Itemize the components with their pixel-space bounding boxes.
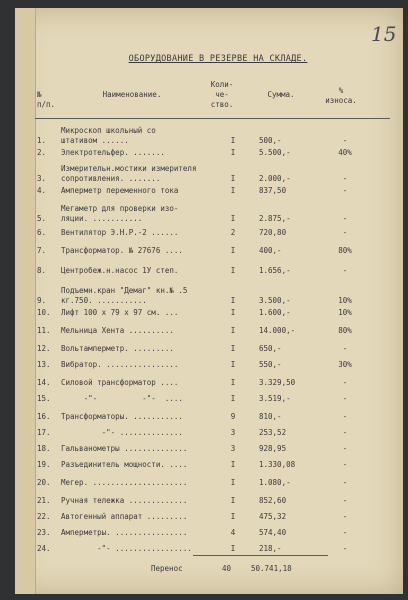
item-sum: 550,- bbox=[259, 360, 282, 369]
item-sum: 810,- bbox=[259, 412, 282, 421]
row-number: 7. bbox=[37, 246, 47, 255]
item-quantity: I bbox=[230, 344, 236, 353]
item-wear: 80% bbox=[338, 246, 352, 255]
row-number: 20. bbox=[37, 478, 51, 487]
item-sum: 2.875,- bbox=[259, 214, 291, 223]
item-wear: - bbox=[342, 136, 348, 145]
header-rule bbox=[35, 118, 390, 119]
item-quantity: I bbox=[230, 478, 236, 487]
row-number: 1. bbox=[37, 136, 47, 145]
item-name: Мельница Хента .......... bbox=[61, 326, 183, 335]
item-name: Микроскоп школьный со bbox=[61, 126, 156, 135]
item-quantity: I bbox=[230, 148, 236, 157]
item-wear: - bbox=[342, 378, 348, 387]
item-quantity: I bbox=[230, 246, 236, 255]
item-name: Ручная тележка ............. bbox=[61, 496, 197, 505]
row-number: 24. bbox=[37, 544, 51, 553]
item-quantity: I bbox=[230, 544, 236, 553]
item-quantity: I bbox=[230, 266, 236, 275]
item-sum: 400,- bbox=[259, 246, 282, 255]
binding-strip bbox=[15, 8, 36, 594]
item-wear: - bbox=[342, 412, 348, 421]
item-wear: - bbox=[342, 496, 348, 505]
item-sum: 837,50 bbox=[259, 186, 287, 195]
item-name: Трансформаторы. ........... bbox=[61, 412, 192, 421]
item-wear: 80% bbox=[338, 326, 352, 335]
item-name: Амперметры. ................ bbox=[61, 528, 197, 537]
item-wear: - bbox=[342, 444, 348, 453]
item-name: кг.750. ........... bbox=[61, 296, 156, 305]
row-number: 12. bbox=[37, 344, 51, 353]
item-name: Электротельфер. ....... bbox=[61, 148, 174, 157]
item-sum: 218,- bbox=[259, 544, 282, 553]
item-sum: 650,- bbox=[259, 344, 282, 353]
item-wear: - bbox=[342, 460, 348, 469]
header-number: № п/п. bbox=[37, 90, 56, 109]
total-label: Перенос bbox=[151, 564, 183, 573]
item-sum: 1.656,- bbox=[259, 266, 291, 275]
item-name: ляции. ........... bbox=[61, 214, 152, 223]
item-wear: - bbox=[342, 186, 348, 195]
item-quantity: 2 bbox=[230, 228, 236, 237]
item-name: -"- ................. bbox=[61, 544, 201, 553]
item-quantity: 3 bbox=[230, 428, 236, 437]
item-name: штативом ...... bbox=[61, 136, 129, 145]
item-sum: 928,95 bbox=[259, 444, 287, 453]
item-wear: - bbox=[342, 266, 348, 275]
item-sum: 720,80 bbox=[259, 228, 287, 237]
item-wear: - bbox=[342, 228, 348, 237]
document-page bbox=[15, 8, 403, 594]
total-sum: 50.741,18 bbox=[251, 564, 292, 573]
item-wear: - bbox=[342, 344, 348, 353]
item-sum: 253,52 bbox=[259, 428, 287, 437]
row-number: 2. bbox=[37, 148, 47, 157]
item-wear: 30% bbox=[338, 360, 352, 369]
item-wear: - bbox=[342, 394, 348, 403]
item-name: Разъединитель мощности. .... bbox=[61, 460, 197, 469]
item-sum: 2.000,- bbox=[259, 174, 291, 183]
page-title: ОБОРУДОВАНИЕ В РЕЗЕРВЕ НА СКЛАДЕ. bbox=[128, 54, 308, 64]
item-name: Подъемн.кран "Демаг" кн.№ .5 bbox=[61, 286, 188, 295]
row-number: 9. bbox=[37, 296, 47, 305]
row-number: 13. bbox=[37, 360, 51, 369]
row-number: 4. bbox=[37, 186, 47, 195]
total-quantity: 40 bbox=[222, 564, 232, 573]
row-number: 23. bbox=[37, 528, 51, 537]
item-quantity: 3 bbox=[230, 444, 236, 453]
row-number: 18. bbox=[37, 444, 51, 453]
item-name: Мегаметр для проверки изо- bbox=[61, 204, 179, 213]
header-name: Наименование. bbox=[102, 90, 162, 99]
header-wear: % износа. bbox=[325, 86, 357, 105]
item-sum: 3.329,50 bbox=[259, 378, 296, 387]
item-quantity: I bbox=[230, 136, 236, 145]
item-sum: 852,60 bbox=[259, 496, 287, 505]
item-wear: 10% bbox=[338, 308, 352, 317]
item-sum: 500,- bbox=[259, 136, 282, 145]
row-number: 10. bbox=[37, 308, 51, 317]
item-quantity: I bbox=[230, 512, 236, 521]
row-number: 17. bbox=[37, 428, 51, 437]
item-name: Вольтамперметр. ......... bbox=[61, 344, 183, 353]
item-name: Трансформатор. № 27676 .... bbox=[61, 246, 192, 255]
item-name: -"- .............. bbox=[61, 428, 192, 437]
item-quantity: I bbox=[230, 186, 236, 195]
item-wear: - bbox=[342, 544, 348, 553]
item-quantity: I bbox=[230, 360, 236, 369]
item-quantity: I bbox=[230, 394, 236, 403]
item-quantity: I bbox=[230, 296, 236, 305]
row-number: 8. bbox=[37, 266, 47, 275]
item-quantity: I bbox=[230, 174, 236, 183]
row-number: 21. bbox=[37, 496, 51, 505]
item-sum: 14.000,- bbox=[259, 326, 296, 335]
item-wear: - bbox=[342, 528, 348, 537]
item-wear: - bbox=[342, 174, 348, 183]
row-number: 6. bbox=[37, 228, 47, 237]
item-name: Гальванометры .............. bbox=[61, 444, 197, 453]
item-wear: 40% bbox=[338, 148, 352, 157]
item-name: Амперметр переменного тока bbox=[61, 186, 179, 195]
item-sum: 5.500,- bbox=[259, 148, 291, 157]
item-quantity: I bbox=[230, 378, 236, 387]
item-quantity: I bbox=[230, 214, 236, 223]
item-wear: - bbox=[342, 428, 348, 437]
row-number: 15. bbox=[37, 394, 51, 403]
item-wear: - bbox=[342, 214, 348, 223]
item-name: Лифт 100 х 79 х 97 см. ... bbox=[61, 308, 188, 317]
item-quantity: I bbox=[230, 326, 236, 335]
header-quantity: Коли- че- ство. bbox=[210, 80, 234, 109]
item-sum: 1.330,08 bbox=[259, 460, 296, 469]
row-number: 11. bbox=[37, 326, 51, 335]
row-number: 3. bbox=[37, 174, 47, 183]
row-number: 19. bbox=[37, 460, 51, 469]
total-rule bbox=[193, 555, 328, 556]
item-wear: - bbox=[342, 512, 348, 521]
item-name: Мегер. ..................... bbox=[61, 478, 197, 487]
item-sum: 3.500,- bbox=[259, 296, 291, 305]
item-name: Автогенный аппарат ......... bbox=[61, 512, 197, 521]
item-quantity: 9 bbox=[230, 412, 236, 421]
item-sum: 475,32 bbox=[259, 512, 287, 521]
item-name: Измерительн.мостики измерителя bbox=[61, 164, 197, 173]
item-wear: - bbox=[342, 478, 348, 487]
item-sum: 1.080,- bbox=[259, 478, 291, 487]
item-name: Центробеж.н.насос 1У степ. bbox=[61, 266, 179, 275]
item-name: Вентилятор Э.Н.Р.-2 ...... bbox=[61, 228, 179, 237]
folio-number: 15 bbox=[371, 22, 397, 46]
item-sum: 3.519,- bbox=[259, 394, 291, 403]
item-name: Силовой трансформатор .... bbox=[61, 378, 188, 387]
item-quantity: I bbox=[230, 308, 236, 317]
item-sum: 1.600,- bbox=[259, 308, 291, 317]
row-number: 5. bbox=[37, 214, 47, 223]
item-quantity: I bbox=[230, 496, 236, 505]
total-row bbox=[151, 564, 292, 573]
header-sum: Сумма. bbox=[267, 90, 295, 99]
item-quantity: 4 bbox=[230, 528, 236, 537]
item-name: Вибратор. ................ bbox=[61, 360, 188, 369]
item-name: -"- -"- .... bbox=[61, 394, 192, 403]
item-wear: 10% bbox=[338, 296, 352, 305]
item-name: сопротивления. ....... bbox=[61, 174, 170, 183]
item-quantity: I bbox=[230, 460, 236, 469]
row-number: 22. bbox=[37, 512, 51, 521]
row-number: 14. bbox=[37, 378, 51, 387]
item-sum: 574,40 bbox=[259, 528, 287, 537]
row-number: 16. bbox=[37, 412, 51, 421]
